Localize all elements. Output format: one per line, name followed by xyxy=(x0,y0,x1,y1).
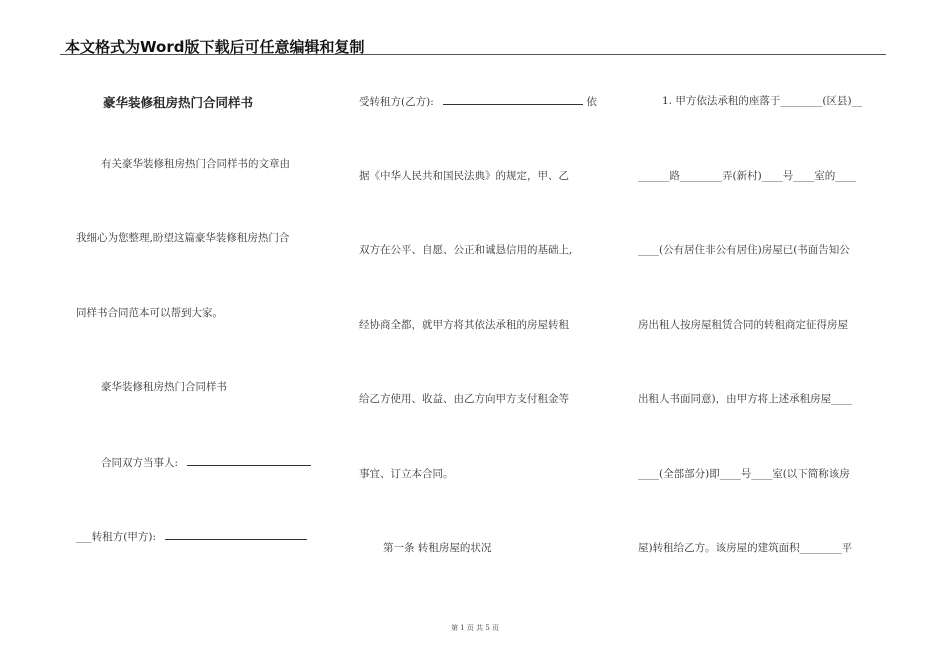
paragraph-line: ______路________弄(新村)____号____室的____ xyxy=(638,170,857,182)
lessor-label: ___转租方(甲方): xyxy=(76,531,156,543)
paragraph-line: 出租人书面同意)，由甲方将上述承租房屋____ xyxy=(638,393,853,405)
paragraph-line: ____(公有居住非公有居住)房屋已(书面告知公 xyxy=(638,244,850,256)
lessor-line xyxy=(76,528,307,544)
paragraph-line: ____(全部部分)即____号____室(以下简称该房 xyxy=(638,468,850,480)
paragraph-line: 豪华装修租房热门合同样书 xyxy=(101,381,227,393)
paragraph-line: 我细心为您整理,盼望这篇豪华装修租房热门合 xyxy=(76,232,290,244)
fill-blank xyxy=(443,93,583,105)
fill-blank xyxy=(165,528,307,540)
paragraph-line: 屋)转租给乙方。该房屋的建筑面积________平 xyxy=(638,542,853,554)
header-rule xyxy=(60,54,886,55)
parties-label: 合同双方当事人: xyxy=(101,457,179,469)
paragraph-line: 事宜、订立本合同。 xyxy=(359,468,454,480)
paragraph-text: 依 xyxy=(586,96,597,108)
lessee-label: 受转租方(乙方): xyxy=(359,96,434,108)
parties-line xyxy=(101,454,311,470)
paragraph-line: 1. 甲方依法承租的座落于________(区县)__ xyxy=(662,95,863,107)
paragraph-line: 经协商全都，就甲方将其依法承租的房屋转租 xyxy=(359,319,569,331)
lessee-line xyxy=(359,93,597,109)
paragraph-line: 房出租人按房屋租赁合同的转租商定征得房屋 xyxy=(638,319,848,331)
fill-blank xyxy=(187,454,311,466)
paragraph-line: 据《中华人民共和国民法典》的规定，甲、乙 xyxy=(359,170,569,182)
paragraph-line: 双方在公平、自愿、公正和诚恳信用的基础上, xyxy=(359,244,573,256)
paragraph-line: 给乙方使用、收益、由乙方向甲方支付租金等 xyxy=(359,393,569,405)
paragraph-line: 有关豪华装修租房热门合同样书的文章由 xyxy=(101,158,290,170)
page-number: 第 1 页 共 5 页 xyxy=(450,624,500,632)
document-title: 豪华装修租房热门合同样书 xyxy=(103,95,254,110)
paragraph-line: 同样书合同范本可以帮到大家。 xyxy=(76,307,223,319)
document-header: 本文格式为Word版下载后可任意编辑和复制 xyxy=(65,38,365,56)
section-heading: 第一条 转租房屋的状况 xyxy=(383,542,492,554)
